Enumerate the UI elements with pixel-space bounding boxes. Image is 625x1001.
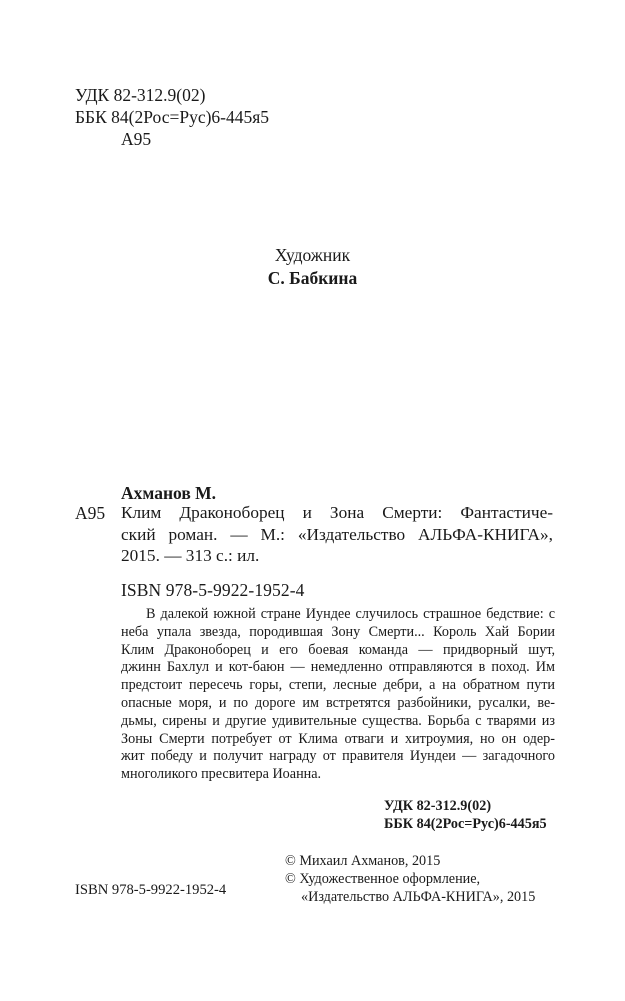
artist-name: С. Бабкина <box>267 268 358 288</box>
annotation-line: джинн Бахлул и кот-баюн — немедленно отправляются в поход. Им <box>121 659 555 676</box>
annotation-line: Зоны Смерти потребует от Клима отваги и хитроумия, но он одер- <box>121 730 555 747</box>
author-mark: А95 <box>75 503 106 523</box>
author-mark-top: А95 <box>121 129 152 149</box>
author-name: Ахманов М. <box>121 483 217 503</box>
artist-role: Художник <box>274 245 351 265</box>
copyright-author: © Михаил Ахманов, 2015 <box>285 853 441 869</box>
annotation-line: Клим Драконоборец и его боевая команда — придворный шут, <box>121 641 555 658</box>
bibliographic-line: ский роман. — М.: «Издательство АЛЬФА-КНИГА», <box>121 524 553 544</box>
bibliographic-description <box>121 502 553 567</box>
isbn: ISBN 978-5-9922-1952-4 <box>121 580 305 600</box>
annotation-line: жит победу и получит награду от правителя Иундеи — загадочного <box>121 748 555 765</box>
annotation-line: предстоит пересечь горы, степи, лесные дебри, а на обратном пути <box>121 677 555 694</box>
copyright-publisher: «Издательство АЛЬФА-КНИГА», 2015 <box>301 889 536 905</box>
bbk-code-bottom: ББК 84(2Рос=Рус)6-445я5 <box>384 816 547 832</box>
annotation-line: многоликого пресвитера Иоанна. <box>121 766 322 783</box>
udk-code-bottom: УДК 82-312.9(02) <box>384 798 492 814</box>
udk-code-top: УДК 82-312.9(02) <box>75 85 206 105</box>
bibliographic-line: Клим Драконоборец и Зона Смерти: Фантастиче- <box>121 503 553 522</box>
annotation <box>121 606 555 784</box>
copyright-design: © Художественное оформление, <box>285 871 481 887</box>
bbk-code-top: ББК 84(2Рос=Рус)6-445я5 <box>75 107 270 127</box>
bibliographic-line: 2015. — 313 с.: ил. <box>121 546 260 566</box>
annotation-line: дьмы, сирены и другие удивительные существа. Борьба с тварями из <box>121 712 555 729</box>
isbn-bottom: ISBN 978-5-9922-1952-4 <box>75 882 227 898</box>
annotation-line: неба упала звезда, породившая Зону Смерти... Король Хай Бории <box>121 623 555 640</box>
annotation-line: опасные моря, и по дороге им встретятся разбойники, русалки, ве- <box>121 694 555 711</box>
annotation-line: В далекой южной стране Иундее случилось страшное бедствие: с <box>146 606 555 622</box>
